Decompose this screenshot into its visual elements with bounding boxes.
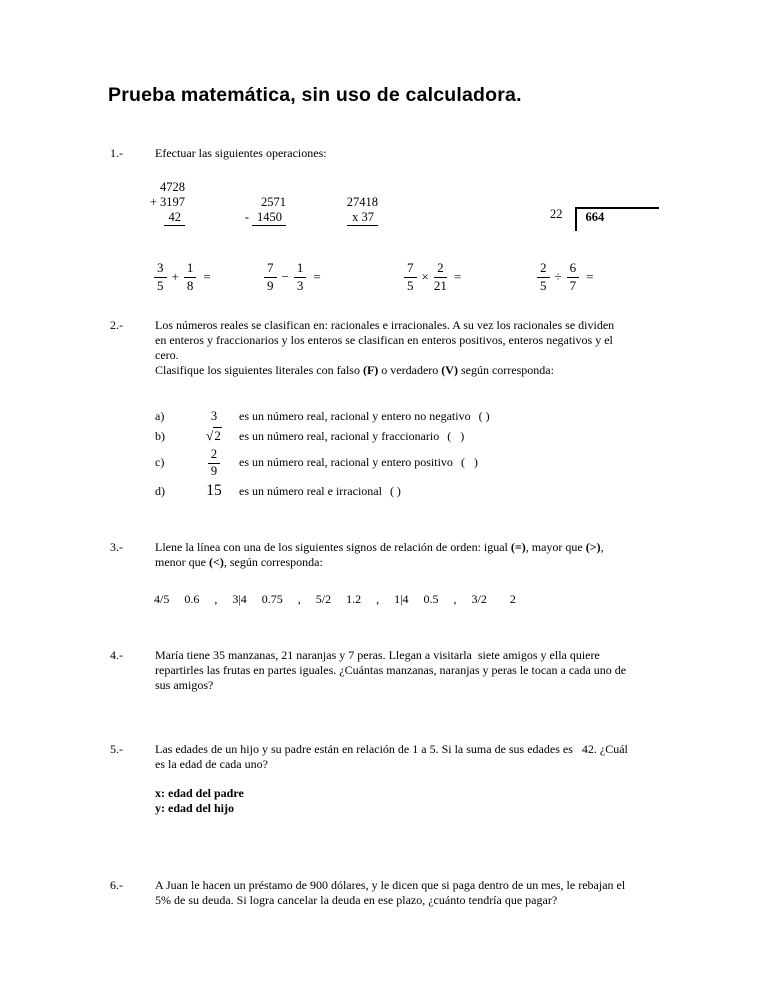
text: Llene la línea con una de los siguientes signos de relación de orden: igual xyxy=(155,540,511,554)
fraction xyxy=(404,261,417,294)
denominator: 5 xyxy=(157,277,164,293)
comparison-value: 4/5 xyxy=(154,592,170,606)
radical-sign: √ xyxy=(206,428,214,443)
problem-6-line-1: A Juan le hacen un préstamo de 900 dólares, y le dicen que si paga dentro de un mes, le rebajan el xyxy=(155,878,626,892)
multiplication-problem xyxy=(335,195,378,225)
problem-1-number: 1.- xyxy=(110,146,123,160)
comparison-value: 0.5 xyxy=(423,592,439,606)
item-label: c) xyxy=(155,455,165,469)
item-label: a) xyxy=(155,408,165,423)
denominator: 5 xyxy=(407,277,414,293)
greater-than-symbol: (>) xyxy=(585,540,601,554)
subtraction-operand-1: 2571 xyxy=(261,195,286,209)
separator-comma: , xyxy=(376,592,380,606)
less-than-symbol: (<) xyxy=(208,555,224,569)
text: según corresponda: xyxy=(457,363,554,377)
fraction xyxy=(567,261,580,294)
denominator: 3 xyxy=(296,277,304,293)
fraction-expression-3 xyxy=(404,261,461,294)
problem-2-line-3: cero. xyxy=(155,348,179,362)
numerator: 7 xyxy=(264,261,277,278)
separator-comma: , xyxy=(297,592,301,606)
equals-sign: = xyxy=(313,269,321,285)
addition-operand-1: 4728 xyxy=(160,180,185,194)
addition-operand-2: + 3197 xyxy=(149,195,185,209)
denominator: 7 xyxy=(569,277,577,293)
numerator: 7 xyxy=(404,261,417,278)
classify-item-c xyxy=(155,446,478,479)
addition-operand-3-row xyxy=(138,210,185,225)
denominator: 5 xyxy=(540,277,547,293)
answer-parentheses: ( ) xyxy=(447,428,465,443)
problem-5-number: 5.- xyxy=(110,742,123,756)
item-value: 15 xyxy=(206,482,222,499)
problem-6-number: 6.- xyxy=(110,878,123,892)
problem-6-line-2: 5% de su deuda. Si logra cancelar la deuda en ese plazo, ¿cuánto tendría que pagar? xyxy=(155,893,558,907)
problem-4-line-1: María tiene 35 manzanas, 21 naranjas y 7 peras. Llegan a visitarla siete amigos y ella quiere xyxy=(155,648,600,662)
equals-sign: = xyxy=(453,269,462,285)
fraction-expression-1 xyxy=(154,261,211,294)
comparison-value: 0.6 xyxy=(184,592,200,606)
item-label: b) xyxy=(155,428,165,443)
operator: − xyxy=(281,269,289,285)
variable-definition-x: x: edad del padre xyxy=(155,786,244,800)
text: Clasifique los siguientes literales con falso xyxy=(155,363,363,377)
text: , xyxy=(600,540,604,554)
subtraction-operand-2-row xyxy=(240,210,286,225)
problem-4-line-3: sus amigos? xyxy=(155,678,214,692)
item-value-sqrt xyxy=(201,428,227,444)
multiplication-operand-2-row xyxy=(335,210,378,225)
operator: ÷ xyxy=(554,269,562,285)
comparison-value: 2 xyxy=(509,592,516,606)
division-divisor: 22 xyxy=(550,207,563,221)
fraction xyxy=(208,448,220,479)
text: o verdadero xyxy=(378,363,442,377)
comparison-values-row xyxy=(154,592,516,607)
denominator: 8 xyxy=(186,277,194,293)
fraction xyxy=(154,261,167,294)
problem-5-line-1: Las edades de un hijo y su padre están en relación de 1 a 5. Si la suma de sus edades es 42. ¿Cuál xyxy=(155,742,628,756)
answer-parentheses: ( ) xyxy=(478,408,490,423)
problem-3-line-1 xyxy=(155,540,604,555)
fraction xyxy=(434,261,447,294)
item-value-fraction xyxy=(201,447,227,479)
division-problem xyxy=(550,207,659,231)
comparison-value: 3|4 xyxy=(232,592,247,606)
operator: × xyxy=(421,269,429,285)
problem-1-prompt: Efectuar las siguientes operaciones: xyxy=(155,146,327,160)
separator-comma: , xyxy=(214,592,218,606)
numerator: 2 xyxy=(208,448,220,464)
classify-item-d xyxy=(155,481,401,501)
minus-sign: - xyxy=(244,210,249,224)
problem-3-number: 3.- xyxy=(110,540,123,554)
problem-2-line-4 xyxy=(155,363,554,378)
problem-4-number: 4.- xyxy=(110,648,123,662)
denominator: 9 xyxy=(210,463,218,478)
separator-comma: , xyxy=(453,592,457,606)
comparison-value: 3/2 xyxy=(471,592,487,606)
division-dividend: 664 xyxy=(585,210,605,224)
item-text: es un número real e irracional xyxy=(239,483,382,498)
fraction-expression-4 xyxy=(537,261,593,294)
true-marker: (V) xyxy=(441,363,458,377)
fraction xyxy=(184,261,197,294)
item-text: es un número real, racional y entero positivo xyxy=(239,455,453,469)
operator: + xyxy=(171,269,179,285)
answer-parentheses: ( ) xyxy=(389,483,401,498)
multiplication-operand-1: 27418 xyxy=(346,195,378,209)
numerator: 6 xyxy=(567,261,580,278)
equals-sign: = xyxy=(203,269,211,285)
equals-sign: = xyxy=(586,269,594,285)
classify-item-b xyxy=(155,426,464,446)
numerator: 1 xyxy=(294,261,307,278)
numerator: 3 xyxy=(154,261,167,278)
equals-symbol: (=) xyxy=(510,540,526,554)
problem-2-line-1: Los números reales se clasifican en: racionales e irracionales. A su vez los racionales se dividen xyxy=(155,318,615,332)
text: menor que xyxy=(155,555,209,569)
addition-problem xyxy=(138,180,185,225)
problem-3-line-2 xyxy=(155,555,323,570)
denominator: 21 xyxy=(433,277,447,293)
item-value: 3 xyxy=(210,408,218,423)
page-title: Prueba matemática, sin uso de calculadora. xyxy=(108,84,522,106)
comparison-value: 0.75 xyxy=(261,592,283,606)
subtraction-operand-2: 1450 xyxy=(252,210,286,226)
classify-item-a xyxy=(155,407,490,425)
division-bracket xyxy=(575,207,659,231)
text: , según corresponda: xyxy=(223,555,323,569)
item-text: es un número real, racional y entero no negativo xyxy=(239,408,471,423)
item-text: es un número real, racional y fraccionario xyxy=(239,428,440,443)
text: , mayor que xyxy=(525,540,586,554)
multiplication-operand-2: x 37 xyxy=(347,210,378,226)
numerator: 2 xyxy=(434,261,447,278)
problem-2-number: 2.- xyxy=(110,318,123,332)
comparison-value: 5/2 xyxy=(315,592,332,606)
fraction xyxy=(537,261,550,294)
comparison-value: 1|4 xyxy=(394,592,409,606)
denominator: 9 xyxy=(267,277,274,293)
radicand: 2 xyxy=(214,428,221,443)
comparison-value: 1.2 xyxy=(346,592,362,606)
variable-definition-y: y: edad del hijo xyxy=(155,801,235,815)
problem-5-line-2: es la edad de cada uno? xyxy=(155,757,268,771)
subtraction-problem xyxy=(240,195,286,225)
numerator: 2 xyxy=(537,261,550,278)
addition-operand-3: 42 xyxy=(164,210,186,226)
false-marker: (F) xyxy=(362,363,379,377)
item-label: d) xyxy=(155,483,165,498)
answer-parentheses: ( ) xyxy=(460,455,478,469)
numerator: 1 xyxy=(184,261,197,278)
fraction xyxy=(264,261,277,294)
problem-2-line-2: en enteros y fraccionarios y los enteros se clasifican en enteros positivos, enteros negativos y el xyxy=(155,333,613,347)
fraction xyxy=(294,261,307,294)
fraction-expression-2 xyxy=(264,261,321,294)
problem-4-line-2: repartirles las frutas en partes iguales. ¿Cuántas manzanas, naranjas y peras le tocan a cada uno de xyxy=(155,663,627,677)
